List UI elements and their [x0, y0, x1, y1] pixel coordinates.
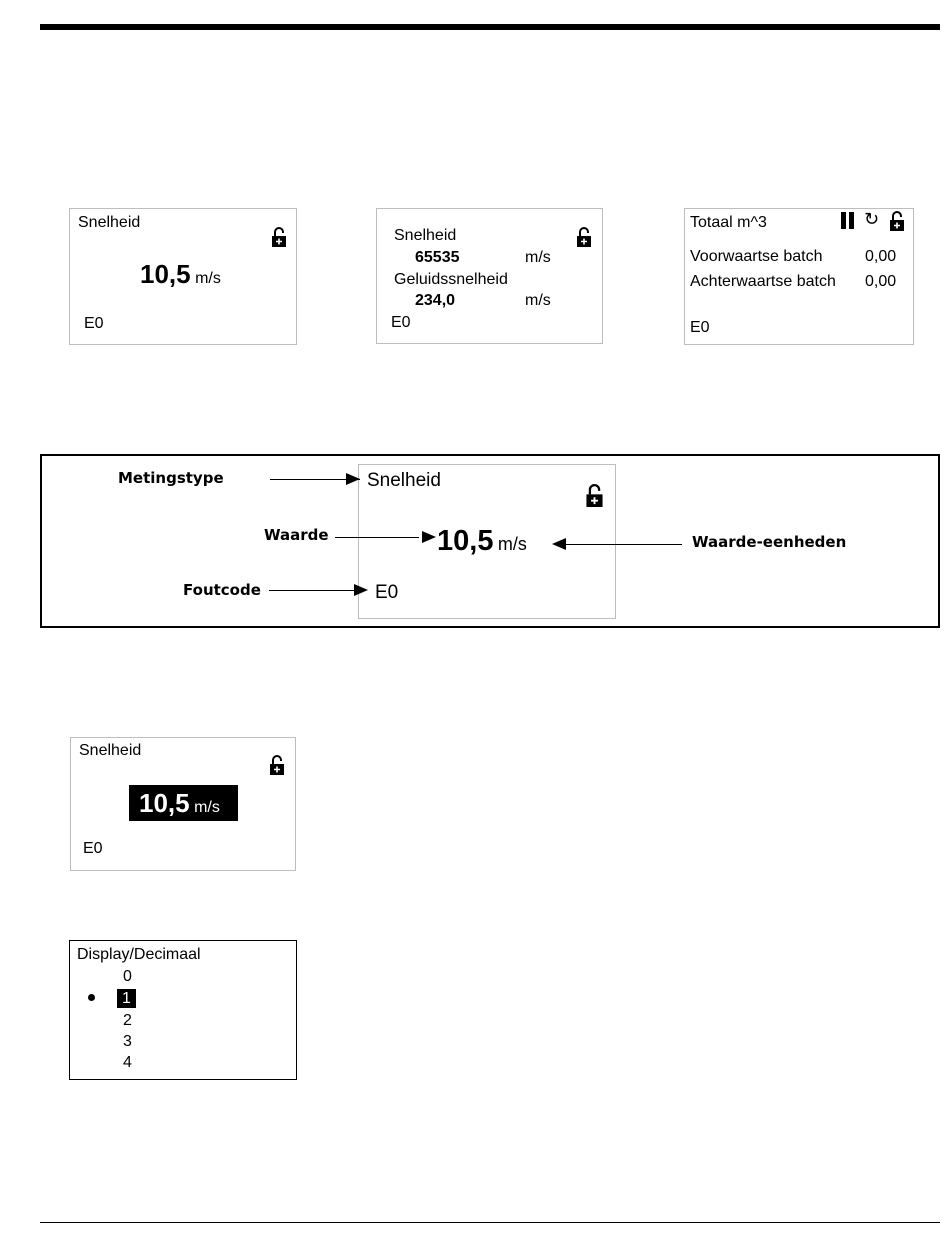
row1-value: 65535 [415, 249, 460, 266]
callout-value-units: Waarde-eenheden [692, 533, 847, 551]
value-unit: m/s [497, 534, 527, 554]
top-rule [40, 24, 940, 30]
measurement-type: Snelheid [79, 742, 142, 759]
row1-label: Snelheid [394, 227, 457, 244]
row2-value: 0,00 [865, 273, 897, 290]
menu-option-3[interactable]: 3 [123, 1033, 132, 1050]
refresh-icon: ↻ [864, 209, 880, 230]
row1-label: Voorwaartse batch [690, 248, 823, 265]
arrow-head [422, 531, 436, 543]
bottom-rule [40, 1222, 940, 1223]
error-code: E0 [84, 315, 104, 332]
measurement-type: Snelheid [78, 214, 141, 231]
pause-icon [841, 212, 846, 229]
menu-option-1-selected[interactable]: 1 [117, 989, 136, 1008]
measurement-type: Snelheid [367, 470, 441, 491]
row1-unit: m/s [525, 249, 551, 266]
value-unit: m/s [194, 799, 220, 816]
display-panel-velocity [69, 208, 297, 345]
menu-option-0[interactable]: 0 [123, 968, 132, 985]
callout-measurement-type: Metingstype [118, 469, 224, 487]
error-code: E0 [690, 319, 710, 336]
value-group [437, 525, 527, 558]
error-code: E0 [391, 314, 411, 331]
display-panel-totalizer [684, 208, 914, 345]
pause-icon [849, 212, 854, 229]
callout-error-code: Foutcode [183, 581, 261, 599]
arrow-head [354, 584, 368, 596]
error-code: E0 [83, 840, 103, 857]
value-highlight[interactable] [129, 785, 238, 821]
row2-unit: m/s [525, 292, 551, 309]
display-panel-dual [376, 208, 603, 344]
row2-label: Geluidssnelheid [394, 271, 508, 288]
measurement-type: Totaal m^3 [690, 214, 767, 231]
unlocked-padlock-icon [890, 211, 904, 231]
menu-option-4[interactable]: 4 [123, 1054, 132, 1071]
menu-option-2[interactable]: 2 [123, 1012, 132, 1029]
decimal-menu [69, 940, 297, 1080]
row2-label: Achterwaartse batch [690, 273, 836, 290]
display-panel-sample [358, 464, 616, 619]
row1-value: 0,00 [865, 248, 897, 265]
measurement-value: 10,5 [437, 525, 494, 557]
measurement-value: 10,5 [139, 788, 190, 818]
callout-value: Waarde [264, 526, 329, 544]
arrow-head [346, 473, 360, 485]
unlocked-padlock-icon [586, 484, 603, 507]
unlocked-padlock-icon [577, 227, 591, 247]
arrow-line [335, 537, 419, 538]
value-group [140, 259, 221, 290]
selection-bullet-icon [88, 994, 95, 1001]
menu-title: Display/Decimaal [77, 946, 201, 963]
display-panel-highlighted [70, 737, 296, 871]
error-code: E0 [375, 582, 399, 603]
row2-value: 234,0 [415, 292, 456, 309]
unlocked-padlock-icon [270, 755, 284, 775]
measurement-value: 10,5 [140, 259, 191, 289]
arrow-head [552, 538, 566, 550]
value-unit: m/s [195, 270, 221, 287]
arrow-line [566, 544, 682, 545]
arrow-line [269, 590, 365, 591]
annotated-display-diagram [40, 454, 940, 628]
value-group [139, 788, 220, 819]
unlocked-padlock-icon [272, 227, 286, 247]
